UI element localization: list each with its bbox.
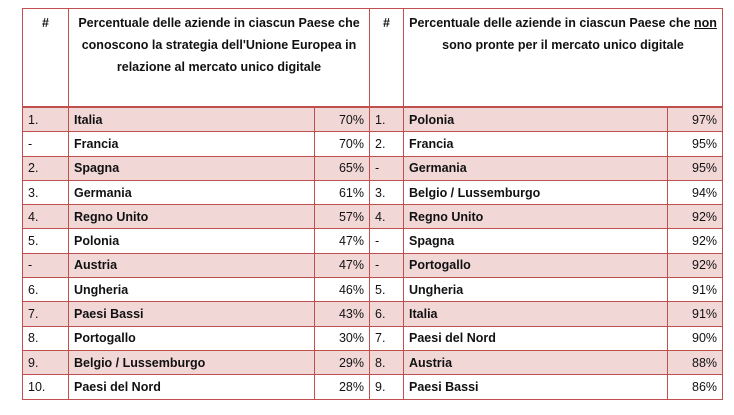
right-title-start: Percentuale delle aziende in ciascun Paese che xyxy=(409,16,691,30)
left-rank-cell: 3. xyxy=(23,180,69,204)
left-country-cell: Regno Unito xyxy=(69,205,315,229)
right-rank-cell: 1. xyxy=(370,107,404,132)
left-country-cell: Spagna xyxy=(69,156,315,180)
left-percentage-cell: 43% xyxy=(315,302,370,326)
right-percentage-cell: 92% xyxy=(668,205,723,229)
ranking-table xyxy=(22,8,723,400)
table-row xyxy=(23,156,723,180)
right-percentage-cell: 86% xyxy=(668,375,723,399)
table-row xyxy=(23,350,723,374)
left-percentage-cell: 57% xyxy=(315,205,370,229)
right-percentage-cell: 97% xyxy=(668,107,723,132)
left-country-cell: Belgio / Lussemburgo xyxy=(69,350,315,374)
right-percentage-cell: 91% xyxy=(668,302,723,326)
left-rank-cell: 6. xyxy=(23,278,69,302)
left-rank-cell: 1. xyxy=(23,107,69,132)
left-percentage-cell: 46% xyxy=(315,278,370,302)
left-rank-cell: - xyxy=(23,253,69,277)
left-country-cell: Austria xyxy=(69,253,315,277)
left-country-cell: Francia xyxy=(69,132,315,156)
left-percentage-cell: 65% xyxy=(315,156,370,180)
left-percentage-cell: 47% xyxy=(315,253,370,277)
left-rank-header: # xyxy=(23,9,69,108)
left-percentage-cell: 70% xyxy=(315,132,370,156)
right-country-cell: Germania xyxy=(404,156,668,180)
left-country-cell: Polonia xyxy=(69,229,315,253)
table-row xyxy=(23,205,723,229)
right-rank-header: # xyxy=(370,9,404,108)
left-percentage-cell: 28% xyxy=(315,375,370,399)
right-title-end: sono pronte per il mercato unico digitale xyxy=(442,38,684,52)
table-row xyxy=(23,107,723,132)
right-rank-cell: 8. xyxy=(370,350,404,374)
right-rank-cell: 2. xyxy=(370,132,404,156)
table-row xyxy=(23,302,723,326)
left-rank-cell: 9. xyxy=(23,350,69,374)
left-percentage-cell: 29% xyxy=(315,350,370,374)
left-rank-cell: 2. xyxy=(23,156,69,180)
table-row xyxy=(23,253,723,277)
right-country-cell: Paesi Bassi xyxy=(404,375,668,399)
right-percentage-cell: 90% xyxy=(668,326,723,350)
right-country-cell: Francia xyxy=(404,132,668,156)
left-column-title: Percentuale delle aziende in ciascun Paese che conoscono la strategia dell'Unione Europea in relazione al mercato unico digitale xyxy=(69,9,370,108)
right-column-title xyxy=(404,9,723,108)
right-rank-cell: 9. xyxy=(370,375,404,399)
right-country-cell: Paesi del Nord xyxy=(404,326,668,350)
left-percentage-cell: 61% xyxy=(315,180,370,204)
table-body xyxy=(23,107,723,399)
right-country-cell: Regno Unito xyxy=(404,205,668,229)
left-percentage-cell: 47% xyxy=(315,229,370,253)
left-country-cell: Paesi Bassi xyxy=(69,302,315,326)
table-row xyxy=(23,326,723,350)
header-row xyxy=(23,9,723,108)
right-country-cell: Spagna xyxy=(404,229,668,253)
left-country-cell: Italia xyxy=(69,107,315,132)
left-rank-cell: - xyxy=(23,132,69,156)
right-percentage-cell: 91% xyxy=(668,278,723,302)
right-country-cell: Ungheria xyxy=(404,278,668,302)
left-rank-cell: 8. xyxy=(23,326,69,350)
left-country-cell: Paesi del Nord xyxy=(69,375,315,399)
left-rank-cell: 7. xyxy=(23,302,69,326)
right-rank-cell: 3. xyxy=(370,180,404,204)
left-percentage-cell: 30% xyxy=(315,326,370,350)
right-percentage-cell: 95% xyxy=(668,156,723,180)
right-percentage-cell: 94% xyxy=(668,180,723,204)
right-rank-cell: 5. xyxy=(370,278,404,302)
right-rank-cell: 7. xyxy=(370,326,404,350)
right-title-underlined-word: non xyxy=(694,16,717,30)
right-country-cell: Portogallo xyxy=(404,253,668,277)
left-percentage-cell: 70% xyxy=(315,107,370,132)
right-country-cell: Italia xyxy=(404,302,668,326)
right-country-cell: Belgio / Lussemburgo xyxy=(404,180,668,204)
right-percentage-cell: 92% xyxy=(668,229,723,253)
left-rank-cell: 5. xyxy=(23,229,69,253)
left-country-cell: Portogallo xyxy=(69,326,315,350)
left-rank-cell: 10. xyxy=(23,375,69,399)
left-country-cell: Germania xyxy=(69,180,315,204)
table-row xyxy=(23,278,723,302)
right-country-cell: Austria xyxy=(404,350,668,374)
right-percentage-cell: 88% xyxy=(668,350,723,374)
right-rank-cell: - xyxy=(370,229,404,253)
right-rank-cell: - xyxy=(370,253,404,277)
right-percentage-cell: 95% xyxy=(668,132,723,156)
left-rank-cell: 4. xyxy=(23,205,69,229)
right-percentage-cell: 92% xyxy=(668,253,723,277)
right-rank-cell: 6. xyxy=(370,302,404,326)
table-row xyxy=(23,229,723,253)
right-rank-cell: 4. xyxy=(370,205,404,229)
table-row xyxy=(23,132,723,156)
right-rank-cell: - xyxy=(370,156,404,180)
left-country-cell: Ungheria xyxy=(69,278,315,302)
table-row xyxy=(23,375,723,399)
table-row xyxy=(23,180,723,204)
right-country-cell: Polonia xyxy=(404,107,668,132)
